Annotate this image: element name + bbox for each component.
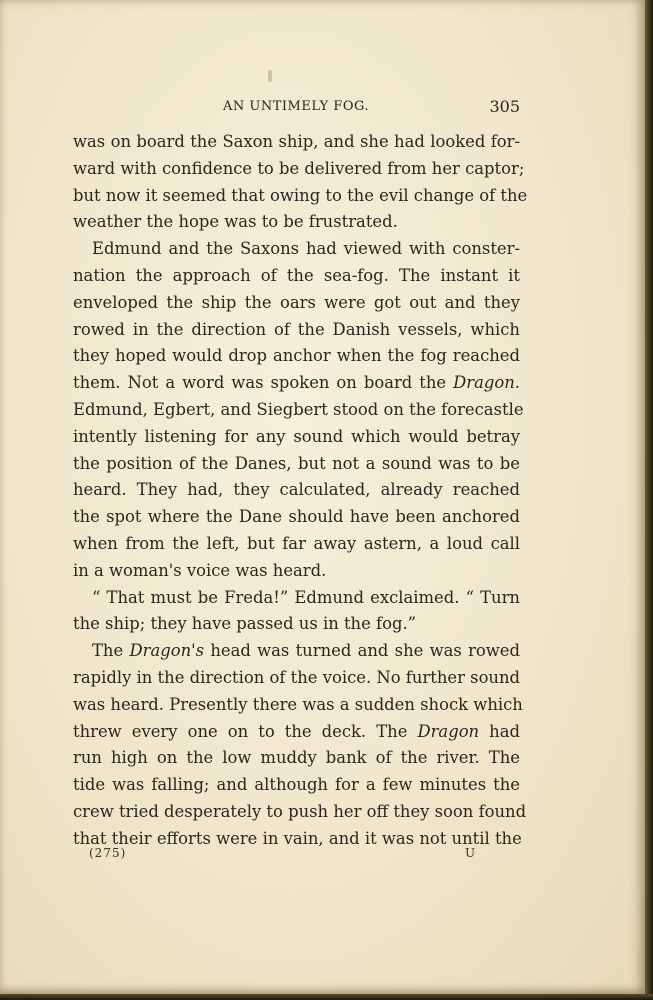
text-line: but now it seemed that owing to the evil change of the bbox=[73, 185, 528, 205]
text-line: in a woman's voice was heard. bbox=[73, 560, 327, 580]
text-line: “ That must be Freda!” Edmund exclaimed. “ Turn bbox=[92, 587, 520, 607]
text-line: was on board the Saxon ship, and she had looked for- bbox=[73, 132, 520, 151]
book-edge-bottom bbox=[0, 994, 653, 1000]
text-line bbox=[73, 719, 520, 746]
page-footer bbox=[73, 846, 520, 866]
page-header bbox=[73, 97, 520, 121]
text-segment: threw every one on to the deck. The bbox=[73, 721, 418, 741]
text-line: tide was falling; and although for a few minutes the bbox=[73, 775, 520, 795]
text-line bbox=[73, 370, 520, 397]
text-line: Edmund, Egbert, and Siegbert stood on the forecastle bbox=[73, 399, 524, 419]
text-line: was heard. Presently there was a sudden shock which bbox=[73, 694, 523, 714]
ship-name: Dragon. bbox=[453, 373, 520, 393]
text-line: rapidly in the direction of the voice. No further sound bbox=[73, 667, 521, 687]
running-head: AN UNTIMELY FOG. bbox=[223, 99, 370, 114]
text-segment: head was turned and she was rowed bbox=[204, 641, 521, 661]
text-line: intently listening for any sound which would betray bbox=[73, 426, 520, 446]
paper-smudge bbox=[268, 70, 272, 82]
ship-name: Dragon's bbox=[129, 641, 205, 661]
text-line bbox=[73, 638, 520, 665]
text-segment: had bbox=[479, 721, 520, 741]
signature-mark: (275) bbox=[89, 846, 127, 860]
text-line: nation the approach of the sea-fog. The instant it bbox=[73, 265, 520, 285]
text-line: the spot where the Dane should have been anchored bbox=[73, 507, 520, 527]
text-line: Edmund and the Saxons had viewed with conster- bbox=[92, 239, 520, 259]
text-line: ward with confidence to be delivered from her captor; bbox=[73, 158, 525, 178]
text-line: crew tried desperately to push her off they soon found bbox=[73, 801, 527, 821]
text-line: rowed in the direction of the Danish vessels, which bbox=[73, 319, 520, 339]
text-line: when from the left, but far away astern, a loud call bbox=[73, 533, 520, 553]
text-line: that their efforts were in vain, and it was not until the bbox=[73, 828, 522, 848]
text-segment: them. Not a word was spoken on board the bbox=[73, 373, 454, 393]
text-line: weather the hope was to be frustrated. bbox=[73, 212, 398, 232]
text-line: the position of the Danes, but not a sound was to be bbox=[73, 453, 520, 473]
text-line: the ship; they have passed us in the fog.” bbox=[73, 614, 417, 634]
text-line: heard. They had, they calculated, already reached bbox=[73, 480, 520, 500]
ship-name: Dragon bbox=[417, 721, 480, 741]
body-text bbox=[73, 129, 528, 853]
gathering-mark: U bbox=[465, 846, 476, 860]
text-line: they hoped would drop anchor when the fog reached bbox=[73, 346, 520, 366]
text-line: run high on the low muddy bank of the river. The bbox=[73, 748, 520, 768]
page-number: 305 bbox=[489, 97, 520, 116]
text-segment: The bbox=[92, 641, 130, 661]
text-line: enveloped the ship the oars were got out and they bbox=[73, 292, 520, 312]
book-edge-right bbox=[645, 0, 653, 1000]
